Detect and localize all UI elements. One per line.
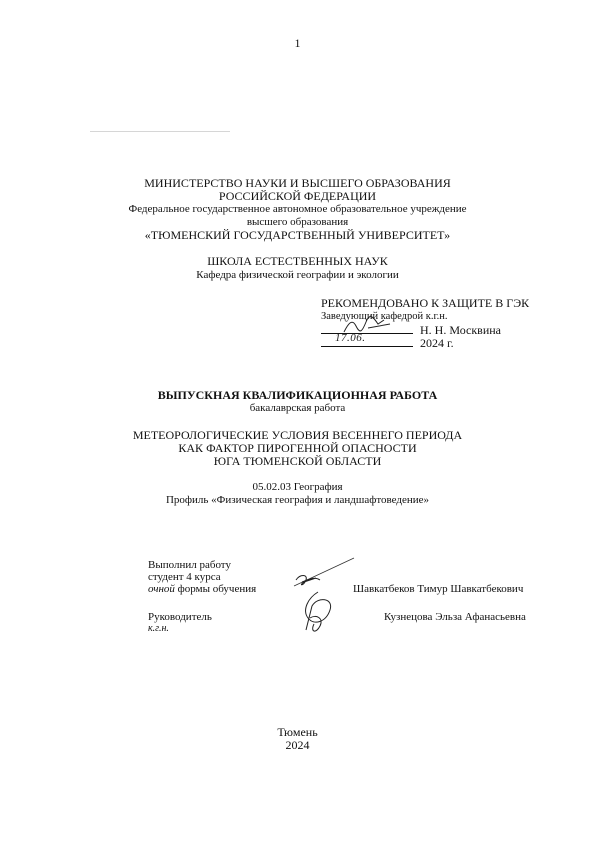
top-rule bbox=[90, 131, 230, 132]
ministry-line-2: РОССИЙСКОЙ ФЕДЕРАЦИИ bbox=[218, 189, 377, 203]
work-title-line-1: МЕТЕОРОЛОГИЧЕСКИЕ УСЛОВИЯ ВЕСЕННЕГО ПЕРИОДА bbox=[132, 428, 463, 442]
school-name: ШКОЛА ЕСТЕСТВЕННЫХ НАУК bbox=[207, 254, 388, 268]
supervisor-label: Руководитель bbox=[148, 611, 212, 623]
supervisor-degree: к.г.н. bbox=[148, 623, 169, 634]
recommendation-year: 2024 г. bbox=[420, 336, 454, 350]
city: Тюмень bbox=[277, 725, 318, 739]
recommendation-head: Заведующий кафедрой к.г.н. bbox=[321, 311, 448, 322]
student-name: Шавкатбеков Тимур Шавкатбекович bbox=[353, 583, 524, 595]
supervisor-name: Кузнецова Эльза Афанасьевна bbox=[384, 611, 526, 623]
study-form bbox=[148, 583, 256, 595]
ministry-line-1: МИНИСТЕРСТВО НАУКИ И ВЫСШЕГО ОБРАЗОВАНИЯ bbox=[144, 176, 451, 190]
work-title-line-3: ЮГА ТЮМЕНСКОЙ ОБЛАСТИ bbox=[213, 454, 382, 468]
university-name: «ТЮМЕНСКИЙ ГОСУДАРСТВЕННЫЙ УНИВЕРСИТЕТ» bbox=[144, 228, 451, 242]
specialty-code: 05.02.03 География bbox=[252, 481, 343, 493]
department-name: Кафедра физической географии и экологии bbox=[196, 269, 399, 281]
study-form-italic: очной bbox=[148, 583, 175, 595]
recommendation-title: РЕКОМЕНДОВАНО К ЗАЩИТЕ В ГЭК bbox=[321, 296, 530, 310]
supervisor-signature-icon bbox=[296, 588, 340, 636]
profile: Профиль «Физическая география и ландшафтоведение» bbox=[165, 494, 430, 506]
handwritten-date: 17.06. bbox=[335, 332, 366, 344]
page-number: 1 bbox=[294, 36, 301, 50]
year: 2024 bbox=[285, 738, 310, 752]
work-title-line-2: КАК ФАКТОР ПИРОГЕННОЙ ОПАСНОСТИ bbox=[178, 441, 417, 455]
work-type: ВЫПУСКНАЯ КВАЛИФИКАЦИОННАЯ РАБОТА bbox=[157, 388, 438, 402]
recommendation-date-line bbox=[321, 332, 454, 350]
institution-line-2: высшего образования bbox=[246, 216, 349, 228]
student-signature-icon bbox=[288, 556, 358, 592]
recommendation-name: Н. Н. Москвина bbox=[420, 323, 501, 337]
performed-label-2: студент 4 курса bbox=[148, 571, 221, 583]
study-form-rest: формы обучения bbox=[174, 583, 257, 595]
work-subtype: бакалаврская работа bbox=[249, 402, 346, 414]
institution-line-1: Федеральное государственное автономное образовательное учреждение bbox=[128, 203, 467, 215]
head-signature-icon bbox=[340, 314, 400, 336]
performed-label-1: Выполнил работу bbox=[148, 559, 231, 571]
